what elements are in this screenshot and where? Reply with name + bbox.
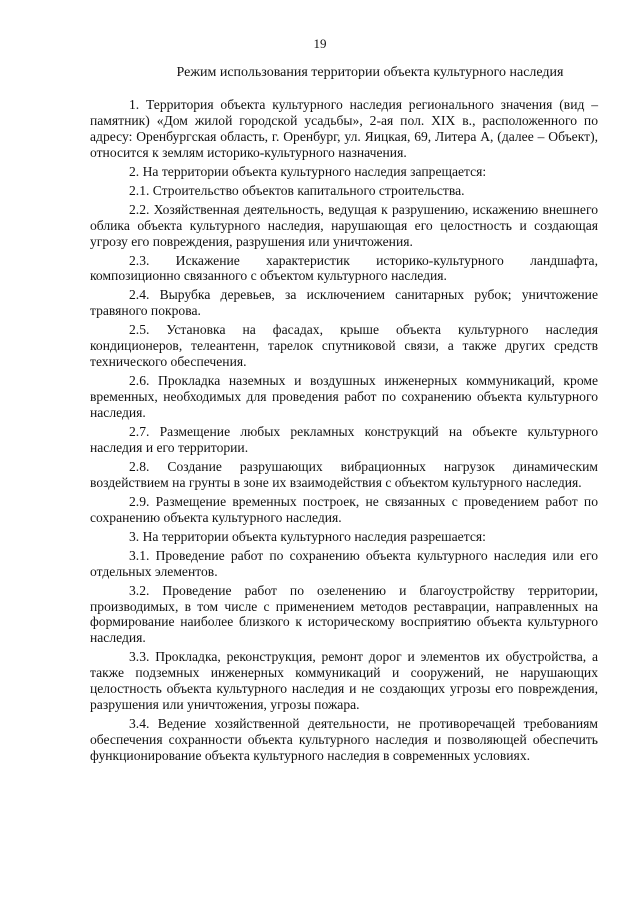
- paragraph-2-7: 2.7. Размещение любых рекламных конструкций на объекте культурного наследия и его территории.: [90, 423, 598, 455]
- document-title: Режим использования территории объекта культурного наследия: [176, 65, 564, 80]
- paragraph-2-9: 2.9. Размещение временных построек, не связанных с проведением работ по сохранению объекта культурного наследия.: [90, 493, 598, 525]
- paragraph-2-1: 2.1. Строительство объектов капитального строительства.: [129, 182, 465, 198]
- paragraph-2-2: 2.2. Хозяйственная деятельность, ведущая к разрушению, искажению внешнего облика объекта культурного наследия, нарушающая его целостность и создающая угрозу его повреждения, разрушения или уничтожения.: [90, 201, 598, 249]
- paragraph-2-3: 2.3. Искажение характеристик историко-культурного ландшафта, композиционно связанного с объектом культурного наследия.: [90, 252, 598, 284]
- paragraph-3: 3. На территории объекта культурного наследия разрешается:: [129, 528, 486, 544]
- paragraph-3-1: 3.1. Проведение работ по сохранению объекта культурного наследия или его отдельных элементов.: [90, 547, 598, 579]
- paragraph-3-3: 3.3. Прокладка, реконструкция, ремонт дорог и элементов их обустройства, а также подземных инженерных коммуникаций и сооружений, не нарушающих целостность объекта культурного наследия и не создающих угрозы его повреждения, разрушения или уничтожения, угрозы пожара.: [90, 649, 598, 713]
- paragraph-3-4: 3.4. Ведение хозяйственной деятельности, не противоречащей требованиям обеспечения сохранности объекта культурного наследия и позволяющей обеспечить функционирование объекта культурного наследия в современных условиях.: [90, 716, 598, 763]
- paragraph-2-6: 2.6. Прокладка наземных и воздушных инженерных коммуникаций, кроме временных, необходимых для проведения работ по сохранению объекта культурного наследия.: [90, 373, 598, 420]
- paragraph-2-8: 2.8. Создание разрушающих вибрационных нагрузок динамическим воздействием на грунты в зоне их взаимодействия с объектом культурного наследия.: [90, 458, 598, 490]
- document-body: [90, 97, 598, 767]
- paragraph-2-5: 2.5. Установка на фасадах, крыше объекта культурного наследия кондиционеров, телеантенн, тарелок спутниковой связи, а также других средств технического обеспечения.: [90, 322, 598, 370]
- paragraph-2: 2. На территории объекта культурного наследия запрещается:: [129, 163, 487, 179]
- paragraph-2-4: 2.4. Вырубка деревьев, за исключением санитарных рубок; уничтожение травяного покрова.: [90, 287, 598, 319]
- paragraph-1: 1. Территория объекта культурного наследия регионального значения (вид – памятник) «Дом жилой городской усадьбы», 2-ая пол. XIX в., расположенного по адресу: Оренбургская область, г. Оренбург, ул. Яицкая, 69, Литера А, (далее – Объект), относится к землям историко-культурного назначения.: [90, 97, 598, 160]
- page-number: 19: [313, 36, 327, 51]
- paragraph-3-2: 3.2. Проведение работ по озеленению и благоустройству территории, производимых, в том числе с применением методов реставрации, направленных на формирование наиболее близкого к историческому восприятию объекта культурного наследия.: [90, 582, 598, 646]
